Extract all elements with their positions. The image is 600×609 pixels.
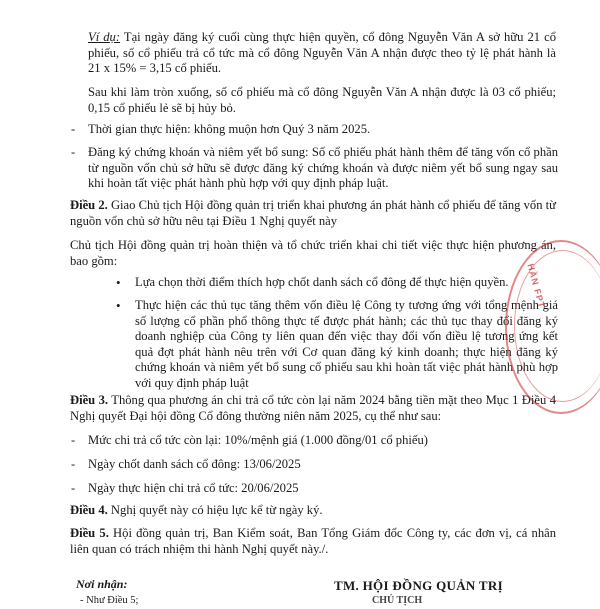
bullet-icon: • bbox=[116, 275, 121, 290]
seal-text: HẦN FPT bbox=[525, 262, 547, 310]
article-3-heading bbox=[70, 393, 556, 424]
article-5 bbox=[70, 526, 556, 557]
article-2-heading bbox=[70, 198, 556, 229]
dash-marker: - bbox=[71, 481, 76, 495]
article-5-label: Điều 5. bbox=[70, 526, 109, 540]
article-2-bullet: Thực hiện các thủ tục tăng thêm vốn điều lệ Công ty tương ứng với tổng mệnh giá số lượng cổ phần phổ thông thực tế được phát hành; các thủ tục thay đổi đăng ký doanh nghiệp của Công ty liên quan đến việc thay đổi vốn điều lệ tương ứng kết quả đợt phát hành nêu trên với Cơ quan đăng ký kinh doanh; thực hiện đăng ký chứng khoán và niêm yết bổ sung cổ phiếu sau khi hoàn tất việc phát hành phù hợp với quy định pháp luật bbox=[135, 298, 558, 390]
article-3-text: Thông qua phương án chi trả cổ tức còn lại năm 2024 bằng tiền mặt theo Mục 1 Điều 4 Nghị quyết Đại hội đồng Cổ đông thường niên năm 2025, cụ thể như sau: bbox=[70, 393, 556, 423]
example-label: Ví dụ: bbox=[88, 30, 121, 44]
article-5-text: Hội đồng quản trị, Ban Kiểm soát, Ban Tổng Giám đốc Công ty, các đơn vị, cá nhân liên quan có trách nhiệm thi hành Nghị quyết này./. bbox=[70, 526, 556, 556]
article-2-label: Điều 2. bbox=[70, 198, 108, 212]
dash-marker: - bbox=[71, 122, 76, 136]
article-2-bullet: Lựa chọn thời điểm thích hợp chốt danh sách cổ đông để thực hiện quyền. bbox=[135, 275, 509, 289]
item-time: Thời gian thực hiện: không muộn hơn Quý 3 năm 2025. bbox=[88, 122, 371, 136]
article-3-item: Ngày thực hiện chi trả cổ tức: 20/06/2025 bbox=[88, 481, 299, 495]
article-4 bbox=[70, 503, 556, 519]
item-registration: Đăng ký chứng khoán và niêm yết bổ sung: Số cổ phiếu phát hành thêm để tăng vốn cổ phần từ nguồn vốn chủ sở hữu sẽ được đăng ký chứng khoán và được niêm yết bổ sung ngay sau khi hoàn tất việc phát hành phù hợp với quy định pháp luật. bbox=[88, 145, 558, 190]
dash-marker: - bbox=[71, 457, 76, 471]
signatory-subtitle: CHỦ TỊCH bbox=[372, 595, 423, 606]
rounding-paragraph: Sau khi làm tròn xuống, số cổ phiếu mà cổ đông Nguyễn Văn A nhận được là 03 cổ phiếu; 0,15 cổ phiếu lẻ sẽ bị hủy bỏ. bbox=[88, 85, 556, 115]
recipients-label: Nơi nhận: bbox=[76, 577, 128, 591]
dash-marker: - bbox=[71, 433, 76, 447]
article-3-item: Ngày chốt danh sách cổ đông: 13/06/2025 bbox=[88, 457, 301, 471]
recipients-item: - Như Điều 5; bbox=[80, 595, 139, 606]
example-text: Tại ngày đăng ký cuối cùng thực hiện quyền, cổ đông Nguyễn Văn A sở hữu 21 cổ phiếu, số cổ phiếu trả cổ tức mà cổ đông Nguyễn Văn A nhận được theo tỷ lệ phát hành là 21 x 15% = 3,15 cổ phiếu. bbox=[88, 30, 556, 75]
article-3-label: Điều 3. bbox=[70, 393, 109, 407]
article-3-item: Mức chi trả cổ tức còn lại: 10%/mệnh giá (1.000 đồng/01 cổ phiếu) bbox=[88, 433, 428, 447]
article-4-text: Nghị quyết này có hiệu lực kể từ ngày ký. bbox=[107, 503, 323, 517]
bullet-icon: • bbox=[116, 298, 121, 313]
article-4-label: Điều 4. bbox=[70, 503, 108, 517]
signatory-title: TM. HỘI ĐỒNG QUẢN TRỊ bbox=[334, 578, 503, 593]
article-2-intro: Chủ tịch Hội đồng quản trị hoàn thiện và tổ chức triển khai chi tiết việc thực hiện phương án, bao gồm: bbox=[70, 238, 556, 268]
article-2-text: Giao Chủ tịch Hội đồng quản trị triển khai phương án phát hành cổ phiếu để tăng vốn từ nguồn vốn chủ sở hữu nêu tại Điều 1 Nghị quyết này bbox=[70, 198, 557, 228]
dash-marker: - bbox=[71, 145, 76, 159]
example-paragraph bbox=[88, 30, 556, 77]
